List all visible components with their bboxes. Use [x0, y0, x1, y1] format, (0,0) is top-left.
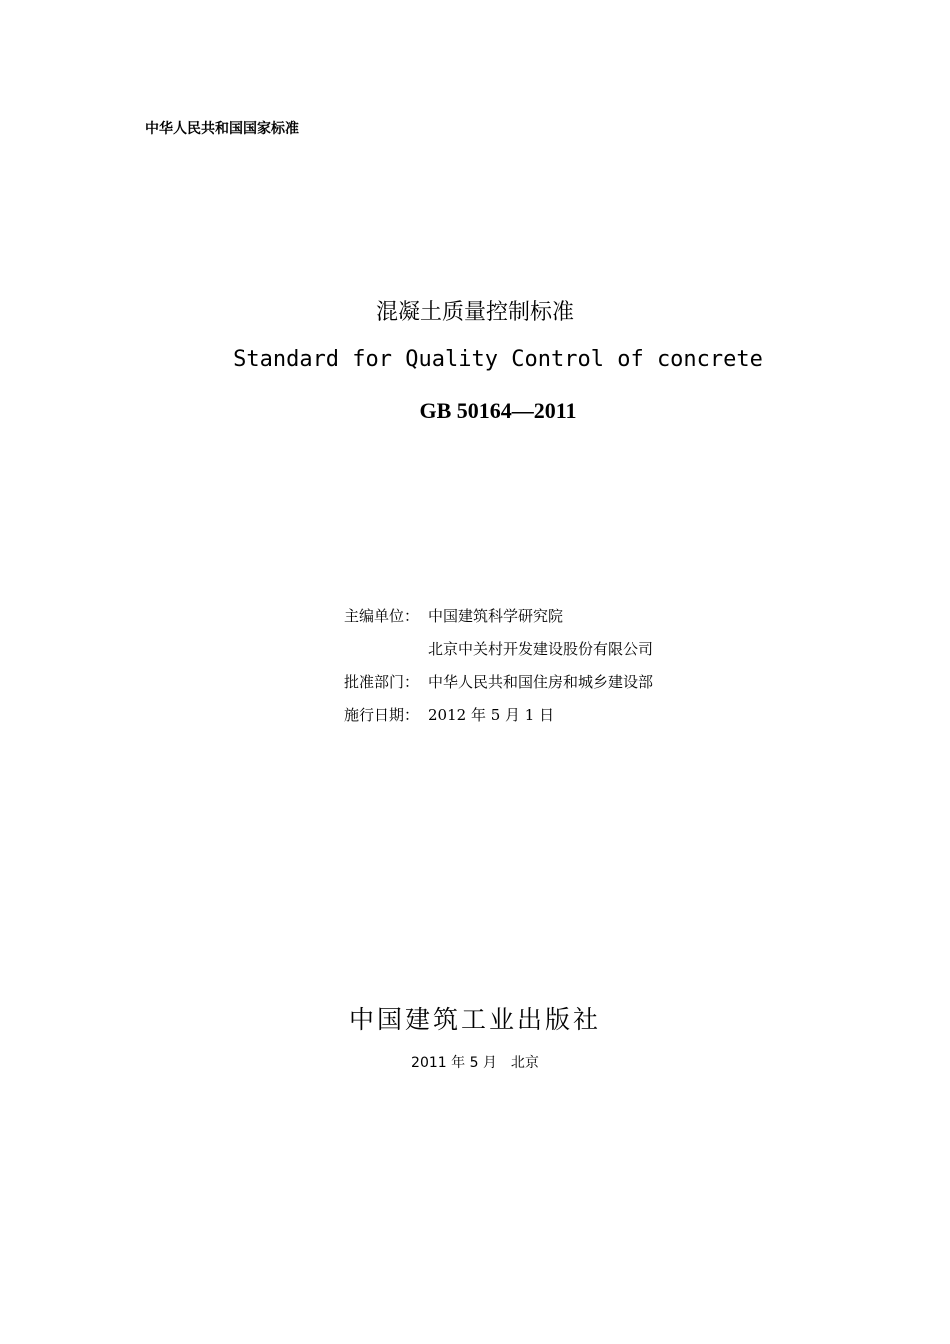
standard-category-header: 中华人民共和国国家标准: [145, 121, 299, 137]
approval-value: 中华人民共和国住房和城乡建设部: [428, 673, 654, 691]
chief-editor-value-1: 中国建筑科学研究院: [428, 607, 564, 625]
effective-date-label: 施行日期：: [344, 706, 420, 724]
info-label-spacer: [344, 633, 428, 666]
chief-editor-value-2: 北京中关村开发建设股份有限公司: [428, 640, 654, 658]
approval-label: 批准部门：: [344, 673, 420, 691]
effective-date-row: [344, 699, 653, 732]
approval-row: [344, 666, 653, 699]
title-english: Standard for Quality Control of concrete: [233, 347, 763, 372]
effective-date-value: 2012 年 5 月 1 日: [428, 706, 555, 724]
info-block: [344, 600, 653, 732]
chief-editor-row: [344, 600, 653, 633]
chief-editor-label: 主编单位：: [344, 607, 420, 625]
chief-editor-row-2: [344, 633, 653, 666]
publisher-name: 中国建筑工业出版社: [348, 1005, 601, 1034]
standard-code: GB 50164—2011: [419, 398, 577, 423]
title-chinese: 混凝土质量控制标准: [375, 300, 574, 325]
publication-date: 2011 年 5 月 北京: [411, 1055, 539, 1071]
